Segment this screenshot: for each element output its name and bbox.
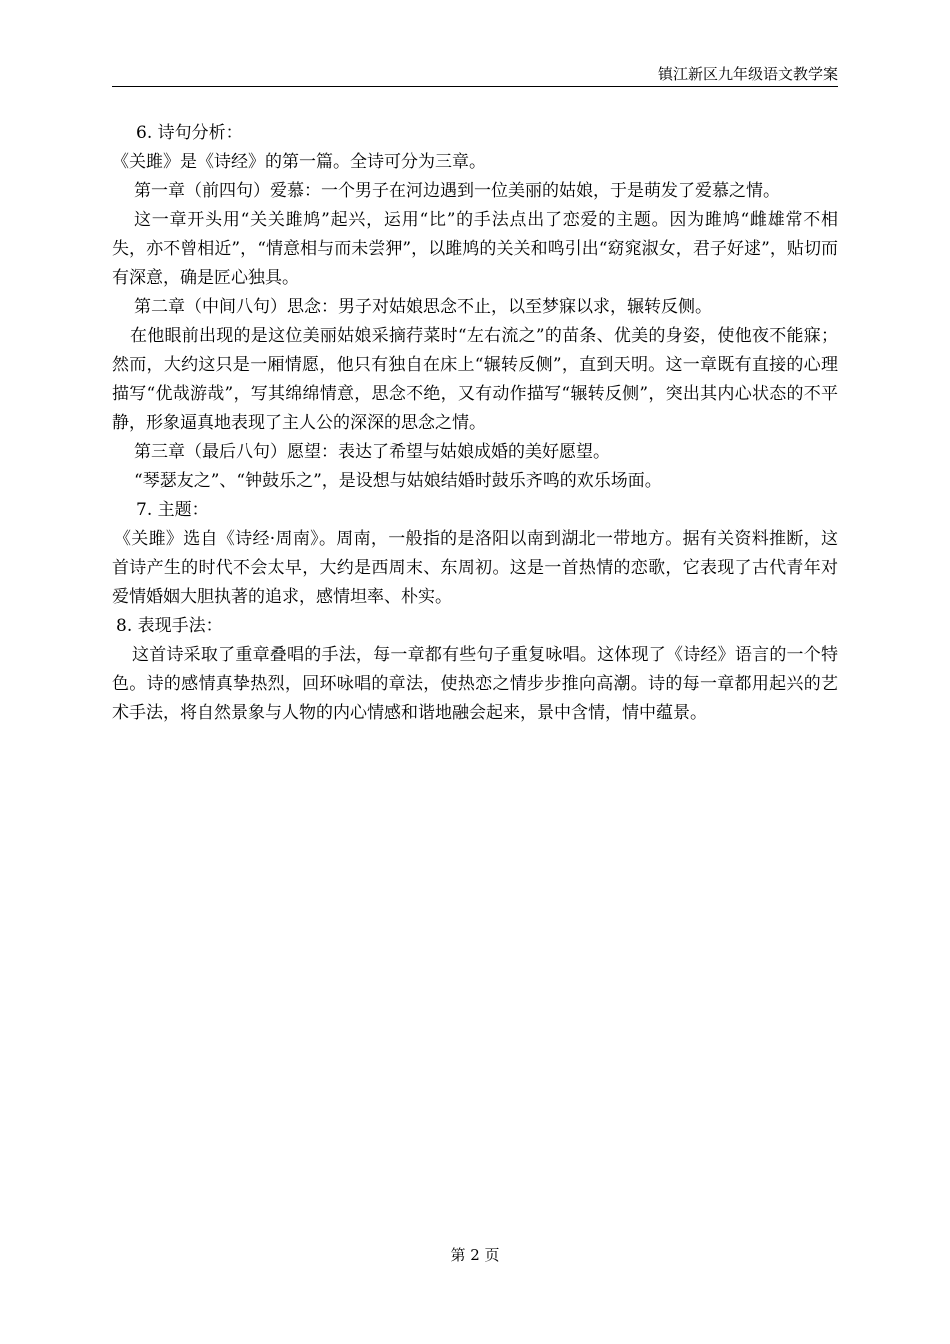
header-rule bbox=[112, 86, 838, 87]
paragraph-7: 第三章（最后八句）愿望：表达了希望与姑娘成婚的美好愿望。 bbox=[134, 442, 610, 462]
page-number: 第 2 页 bbox=[450, 1246, 500, 1264]
paragraph-2: 《关雎》是《诗经》的第一篇。全诗可分为三章。 bbox=[112, 152, 486, 172]
page-header-title: 镇江新区九年级语文教学案 bbox=[657, 65, 838, 83]
paragraph-6: 在他眼前出现的是这位美丽姑娘采摘荇菜时“左右流之”的苗条、优美的身姿，使他夜不能寐；然而，大约这只是一厢情愿，他只有独自在床上“辗转反侧”，直到天明。这一章既有直接的心理描写“优哉游哉”，写其绵绵情意，思念不绝，又有动作描写“辗转反侧”，突出其内心状态的不平静，形象逼真地表现了主人公的深深的思念之情。 bbox=[112, 326, 838, 433]
paragraph-8: “琴瑟友之”、“钟鼓乐之”，是设想与姑娘结婚时鼓乐齐鸣的欢乐场面。 bbox=[134, 471, 662, 491]
paragraph-3: 第一章（前四句）爱慕：一个男子在河边遇到一位美丽的姑娘，于是萌发了爱慕之情。 bbox=[134, 181, 780, 201]
document-body bbox=[112, 119, 838, 728]
paragraph-1: 6. 诗句分析： bbox=[136, 123, 243, 143]
paragraph-4: 这一章开头用“关关雎鸠”起兴，运用“比”的手法点出了恋爱的主题。因为雎鸠“雌雄常不相失，亦不曾相近”，“情意相与而未尝狎”，以雎鸠的关关和鸣引出“窈窕淑女，君子好逑”，贴切而有深意，确是匠心独具。 bbox=[112, 210, 838, 288]
paragraph-9: 7. 主题： bbox=[136, 500, 209, 520]
paragraph-11: 8. 表现手法： bbox=[116, 616, 223, 636]
paragraph-10: 《关雎》选自《诗经·周南》。周南，一般指的是洛阳以南到湖北一带地方。据有关资料推断，这首诗产生的时代不会太早，大约是西周末、东周初。这是一首热情的恋歌，它表现了古代青年对爱情婚姻大胆执著的追求，感情坦率、朴实。 bbox=[112, 529, 838, 607]
paragraph-5: 第二章（中间八句）思念：男子对姑娘思念不止，以至梦寐以求，辗转反侧。 bbox=[134, 297, 712, 317]
paragraph-12: 这首诗采取了重章叠唱的手法，每一章都有些句子重复咏唱。这体现了《诗经》语言的一个特色。诗的感情真挚热烈，回环咏唱的章法，使热恋之情步步推向高潮。诗的每一章都用起兴的艺术手法，将自然景象与人物的内心情感和谐地融会起来，景中含情，情中蕴景。 bbox=[112, 645, 838, 723]
